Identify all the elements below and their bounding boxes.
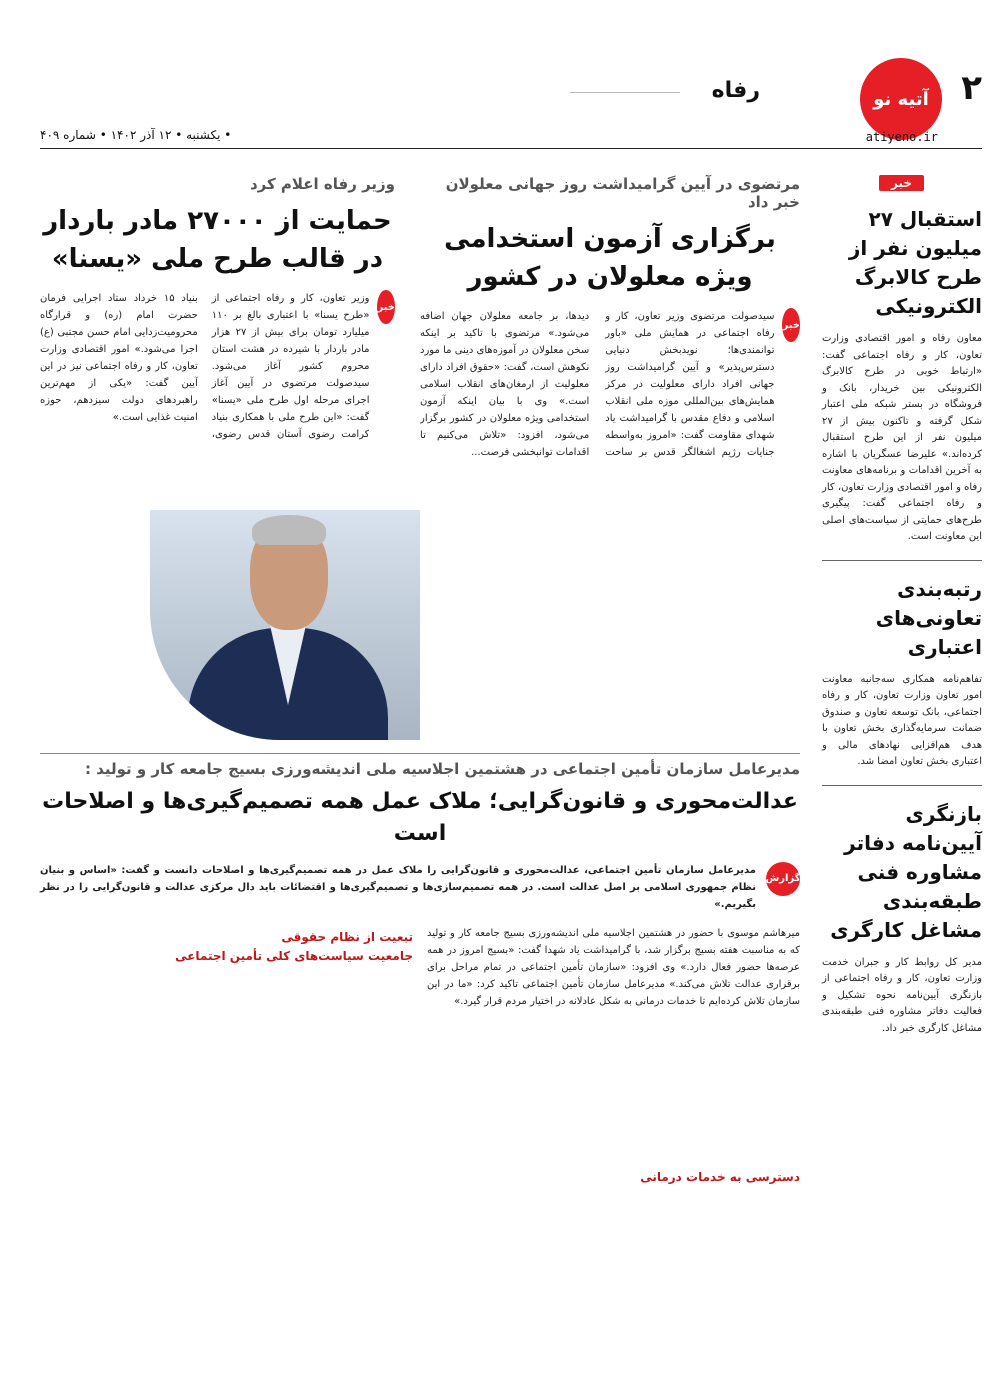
- story-c-body: میرهاشم موسوی با حضور در هشتمین اجلاسیه ملی اندیشه‌ورزی بسیج جامعه کار و تولید که به مناسبت هفته بسیج برگزار شد، با گرامیداشت یاد شهدا گفت: «بسیج امروز در همه عرصه‌ها حضور فعال دارد.» وی افزود: «سازمان تأمین اجتماعی در تمام مراحل برای برقراری عدالت تلاش می‌کند.» مدیرعامل سازمان تأمین اجتماعی تاکید کرد: «ما در این سازمان تلاش کرده‌ایم تا خدمات درمانی به شکل عادلانه در اختیار مردم قرار گیرد.»: [427, 927, 800, 1007]
- story-c-kicker: مدیرعامل سازمان تأمین اجتماعی در هشتمین اجلاسیه ملی اندیشه‌ورزی بسیج جامعه کار و تولید :: [84, 760, 800, 778]
- section-divider: [40, 753, 800, 754]
- story-c-headline[interactable]: عدالت‌محوری و قانون‌گرایی؛ ملاک عمل همه تصمیم‌گیری‌ها و اصلاحات است: [42, 789, 798, 846]
- photo-hair: [252, 515, 326, 545]
- dateline: • یکشنبه • ۱۲ آذر ۱۴۰۲ • شماره ۴۰۹: [40, 128, 232, 142]
- story-b-body: وزیر تعاون، کار و رفاه اجتماعی از «طرح یسنا» با اعتباری بالغ بر ۱۱۰ میلیارد تومان برای بیش از ۲۷ هزار مادر باردار با شیرده در هشت استان محروم کشور آغاز می‌شود. سید‌صولت مرتضوی در آیین آغاز اجرای مرحله اول طرح ملی «یسنا» گفت: «این طرح ملی با همکاری بنیاد کرامت رضوی آستان قدس رضوی، بنیاد ۱۵ خرداد ستاد اجرایی فرمان حضرت امام (ره) و قرارگاه محرومیت‌زدایی امام حسن مجتبی (ع) اجرا می‌شود.» امور اقتصادی وزارت تعاون، کار و رفاه اجتماعی نیز در این آیین گفت: «یکی از مهم‌ترین راهبردهای دولت سیزدهم، حوزه امنیت غذایی است.»: [40, 293, 370, 441]
- sidebar-divider: [822, 560, 982, 561]
- masthead: [0, 0, 1000, 160]
- sidebar-story2-body: تفاهم‌نامه همکاری سه‌جانبه معاونت امور تعاون وزارت تعاون، کار و رفاه اجتماعی، بانک توسعه تعاون و صندوق ضمانت سرمایه‌گذاری بخش تعاون با هدف هم‌افزایی نهادهای مالی و اعتباری بخش تعاون امضا شد.: [822, 673, 982, 767]
- section-title: رفاه: [711, 78, 760, 103]
- sidebar: [822, 175, 982, 1375]
- sidebar-badge: خبر: [879, 175, 924, 191]
- story-c: [40, 760, 800, 1375]
- story-b-kicker: وزیر رفاه اعلام کرد: [249, 175, 395, 193]
- sidebar-story3-title[interactable]: بازنگری آیین‌نامه دفاتر مشاوره فنی طبقه‌بندی مشاغل کارگری: [830, 801, 982, 942]
- sidebar-divider: [822, 785, 982, 786]
- newspaper-logo[interactable]: آتیه نو: [860, 58, 942, 140]
- story-a-kicker: مرتضوی در آیین گرامیداشت روز جهانی معلولان خبر داد: [445, 175, 800, 211]
- story-a-tag: خبر: [782, 308, 800, 342]
- main-content: [40, 175, 800, 1375]
- masthead-rule: [570, 92, 680, 93]
- story-c-subhead-1: دسترسی به خدمات درمانی: [640, 1169, 800, 1184]
- story-c-tag: گزارش: [766, 862, 800, 896]
- story-a-body: سید‌صولت مرتضوی وزیر تعاون، کار و رفاه اجتماعی در همایش ملی «باور توانمندی‌ها؛ نوید‌بخش دنیایی دسترس‌پذیر» و آیین گرامیداشت روز جهانی افراد دارای معلولیت در مرکز همایش‌های بین‌المللی موزه ملی انقلاب اسلامی و دفاع مقدس با گرامیداشت یاد شهدای مقاومت گفت: «امروز به‌واسطه جنایات رژیم اشغالگر قدس بر ساحت دیدها، بر جامعه معلولان جهان اضافه می‌شود.» مرتضوی با تاکید بر اینکه سخن معلولان در آموزه‌های دینی ما مورد نکوهش است، گفت: «حقوق افراد دارای معلولیت از ارمغان‌های انقلاب اسلامی است.» وی با بیان اینکه آزمون استخدامی ویژه معلولان در کشور برگزار می‌شود، افزود: «تلاش می‌کنیم تا اقدامات توانبخشی فرصت...: [420, 311, 775, 459]
- page-number: ۲: [961, 68, 982, 108]
- sidebar-story3-body: مدیر کل روابط کار و جبران خدمت وزارت تعاون، کار و رفاه اجتماعی از بازنگری آیین‌نامه نحوه تشکیل و فعالیت دفاتر مشاوره فنی طبقه‌بندی مشاغل کارگری خبر داد.: [822, 956, 982, 1034]
- sidebar-story2-title[interactable]: رتبه‌بندی تعاونی‌های اعتباری: [875, 576, 982, 659]
- story-c-subhead-2: تبعیت از نظام حقوقی: [281, 929, 413, 944]
- minister-photo: [150, 510, 420, 740]
- site-url[interactable]: atiyeno.ir: [865, 130, 938, 144]
- sidebar-story1-body: معاون رفاه و امور اقتصادی وزارت تعاون، کار و رفاه اجتماعی گفت: «ارتباط خوبی در طرح کالابرگ الکترونیکی بین خریدار، بانک و فروشگاه در بستر شبکه ملی اعتبار شکل گرفته و تاکنون بیش از ۲۷ میلیون نفر از این طرح استقبال کرده‌اند.» علیرضا عسگریان با اشاره به آخرین اقدامات و برنامه‌های معاونت رفاه و امور اقتصادی وزارت تعاون، کار و رفاه اجتماعی گفت: پیگیری طرح‌های حمایتی از سیاست‌های اصلی این معاونت است.: [822, 333, 982, 542]
- story-c-lead: مدیرعامل سازمان تأمین اجتماعی، عدالت‌محوری و قانون‌گرایی را ملاک عمل در همه تصمیم‌گیری‌ها و اصلاحات دانست و گفت: «اساس و بنیان نظام جمهوری اسلامی بر اصل عدالت است. در همه تصمیم‌سازی‌ها و تصمیم‌گیری‌ها و اقتضائات باید دال مرکزی عدالت و قانون‌گرایی را در نظر بگیریم.»: [40, 864, 756, 910]
- masthead-divider: [40, 148, 982, 149]
- story-b-tag: خبر: [377, 290, 395, 324]
- story-c-subhead-3: جامعیت سیاست‌های کلی تأمین اجتماعی: [175, 948, 413, 963]
- story-a: [420, 175, 800, 740]
- story-b-headline[interactable]: حمایت از ۲۷۰۰۰ مادر باردار در قالب طرح ملی «یسنا»: [43, 206, 392, 274]
- sidebar-story1-title[interactable]: استقبال ۲۷ میلیون نفر از طرح کالابرگ الکترونیکی: [848, 207, 982, 318]
- story-a-headline[interactable]: برگزاری آزمون استخدامی ویژه معلولان در کشور: [444, 224, 776, 292]
